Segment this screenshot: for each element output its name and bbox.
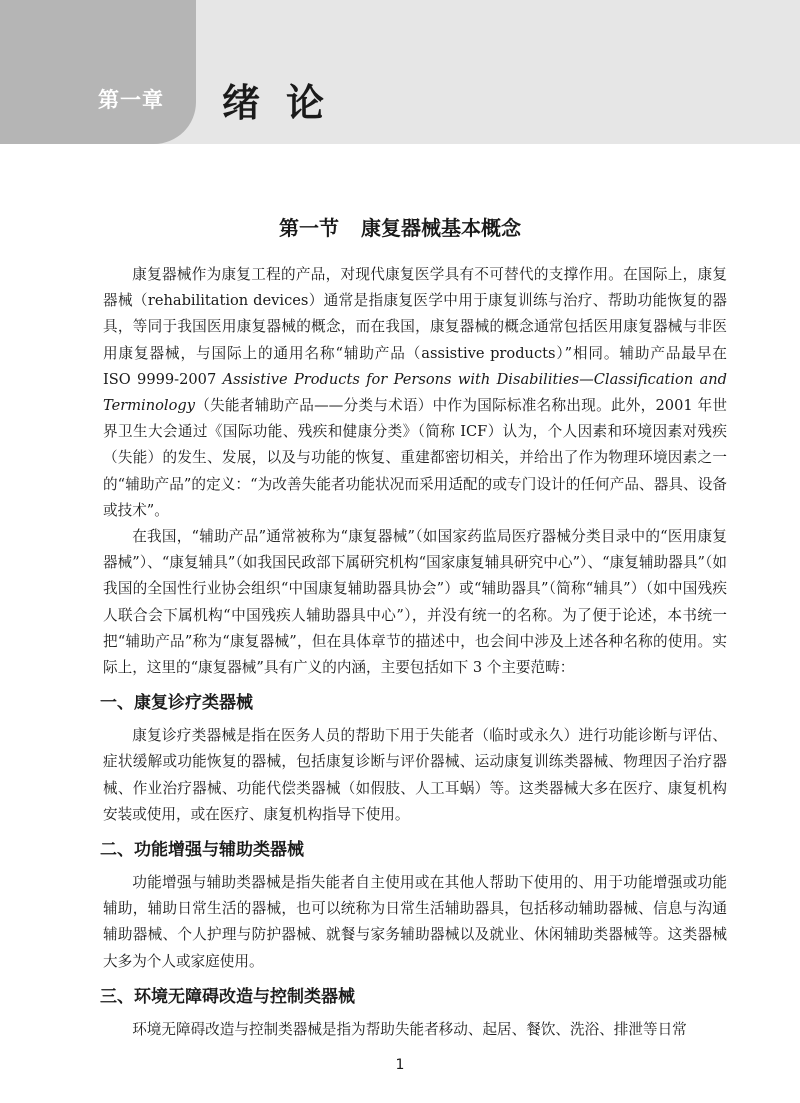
- paragraph-1: [103, 262, 727, 524]
- heading-environment-devices: 三、环境无障碍改造与控制类器械: [100, 986, 355, 1007]
- body-text: [100, 262, 727, 1043]
- paragraph-4: 功能增强与辅助类器械是指失能者自主使用或在其他人帮助下使用的、用于功能增强或功能辅助，辅助日常生活的器械，也可以统称为日常生活辅助器具，包括移动辅助器械、信息与沟通辅助器械、个人护理与防护器械、就餐与家务辅助器械以及就业、休闲辅助类器械等。这类器械大多为个人或家庭使用。: [103, 874, 727, 970]
- section-heading: [0, 212, 800, 241]
- chapter-tab: [0, 0, 196, 144]
- section-number: 第一节: [279, 216, 339, 240]
- heading-diagnosis-devices: 一、康复诊疗类器械: [100, 693, 253, 714]
- paragraph-3: 康复诊疗类器械是指在医务人员的帮助下用于失能者（临时或永久）进行功能诊断与评估、症状缓解或功能恢复的器械，包括康复诊断与评价器械、运动康复训练类器械、物理因子治疗器械、作业治疗器械、功能代偿类器械（如假肢、人工耳蜗）等。这类器械大多在医疗、康复机构安装或使用，或在医疗、康复机构指导下使用。: [103, 727, 727, 823]
- paragraph-2: 在我国，“辅助产品”通常被称为“康复器械”（如国家药监局医疗器械分类目录中的“医用康复器械”）、“康复辅具”（如我国民政部下属研究机构“国家康复辅具研究中心”）、“康复辅助器具”（如我国的全国性行业协会组织“中国康复辅助器具协会”）或“辅助器具”（简称“辅具”）（如中国残疾人联合会下属机构“中国残疾人辅助器具中心”），并没有统一的名称。为了便于论述，本书统一把“辅助产品”称为“康复器械”，但在具体章节的描述中，也会间中涉及上述各种名称的使用。实际上，这里的“康复器械”具有广义的内涵，主要包括如下 3 个主要范畴：: [103, 528, 727, 677]
- chapter-title: 绪论: [222, 81, 351, 125]
- heading-assistive-devices: 二、功能增强与辅助类器械: [100, 840, 304, 861]
- iso-title-italic: Assistive Products for Persons with Disabilities—Classification and Terminology: [103, 370, 727, 415]
- paragraph-1-text-b: （失能者辅助产品——分类与术语）中作为国际标准名称出现。此外，2001 年世界卫生大会通过《国际功能、残疾和健康分类》（简称 ICF）认为，个人因素和环境因素对残疾（失能）的发生、发展，以及与功能的恢复、重建都密切相关，并给出了作为物理环境因素之一的“辅助产品”的定义：“为改善失能者功能状况而采用适配的或专门设计的任何产品、器具、设备或技术”。: [103, 397, 727, 519]
- chapter-label: 第一章: [98, 88, 164, 112]
- paragraph-1-text-a: 康复器械作为康复工程的产品，对现代康复医学具有不可替代的支撑作用。在国际上，康复器械（rehabilitation devices）通常是指康复医学中用于康复训练与治疗、帮助功能恢复的器具，等同于我国医用康复器械的概念，而在我国，康复器械的概念通常包括医用康复器械与非医用康复器械，与国际上的通用名称“辅助产品（assistive products）”相同。辅助产品最早在 ISO 9999-2007: [103, 266, 727, 388]
- paragraph-5: 环境无障碍改造与控制类器械是指为帮助失能者移动、起居、餐饮、洗浴、排泄等日常: [132, 1020, 687, 1038]
- section-title: 康复器械基本概念: [361, 216, 521, 240]
- page-number: 1: [395, 1057, 405, 1073]
